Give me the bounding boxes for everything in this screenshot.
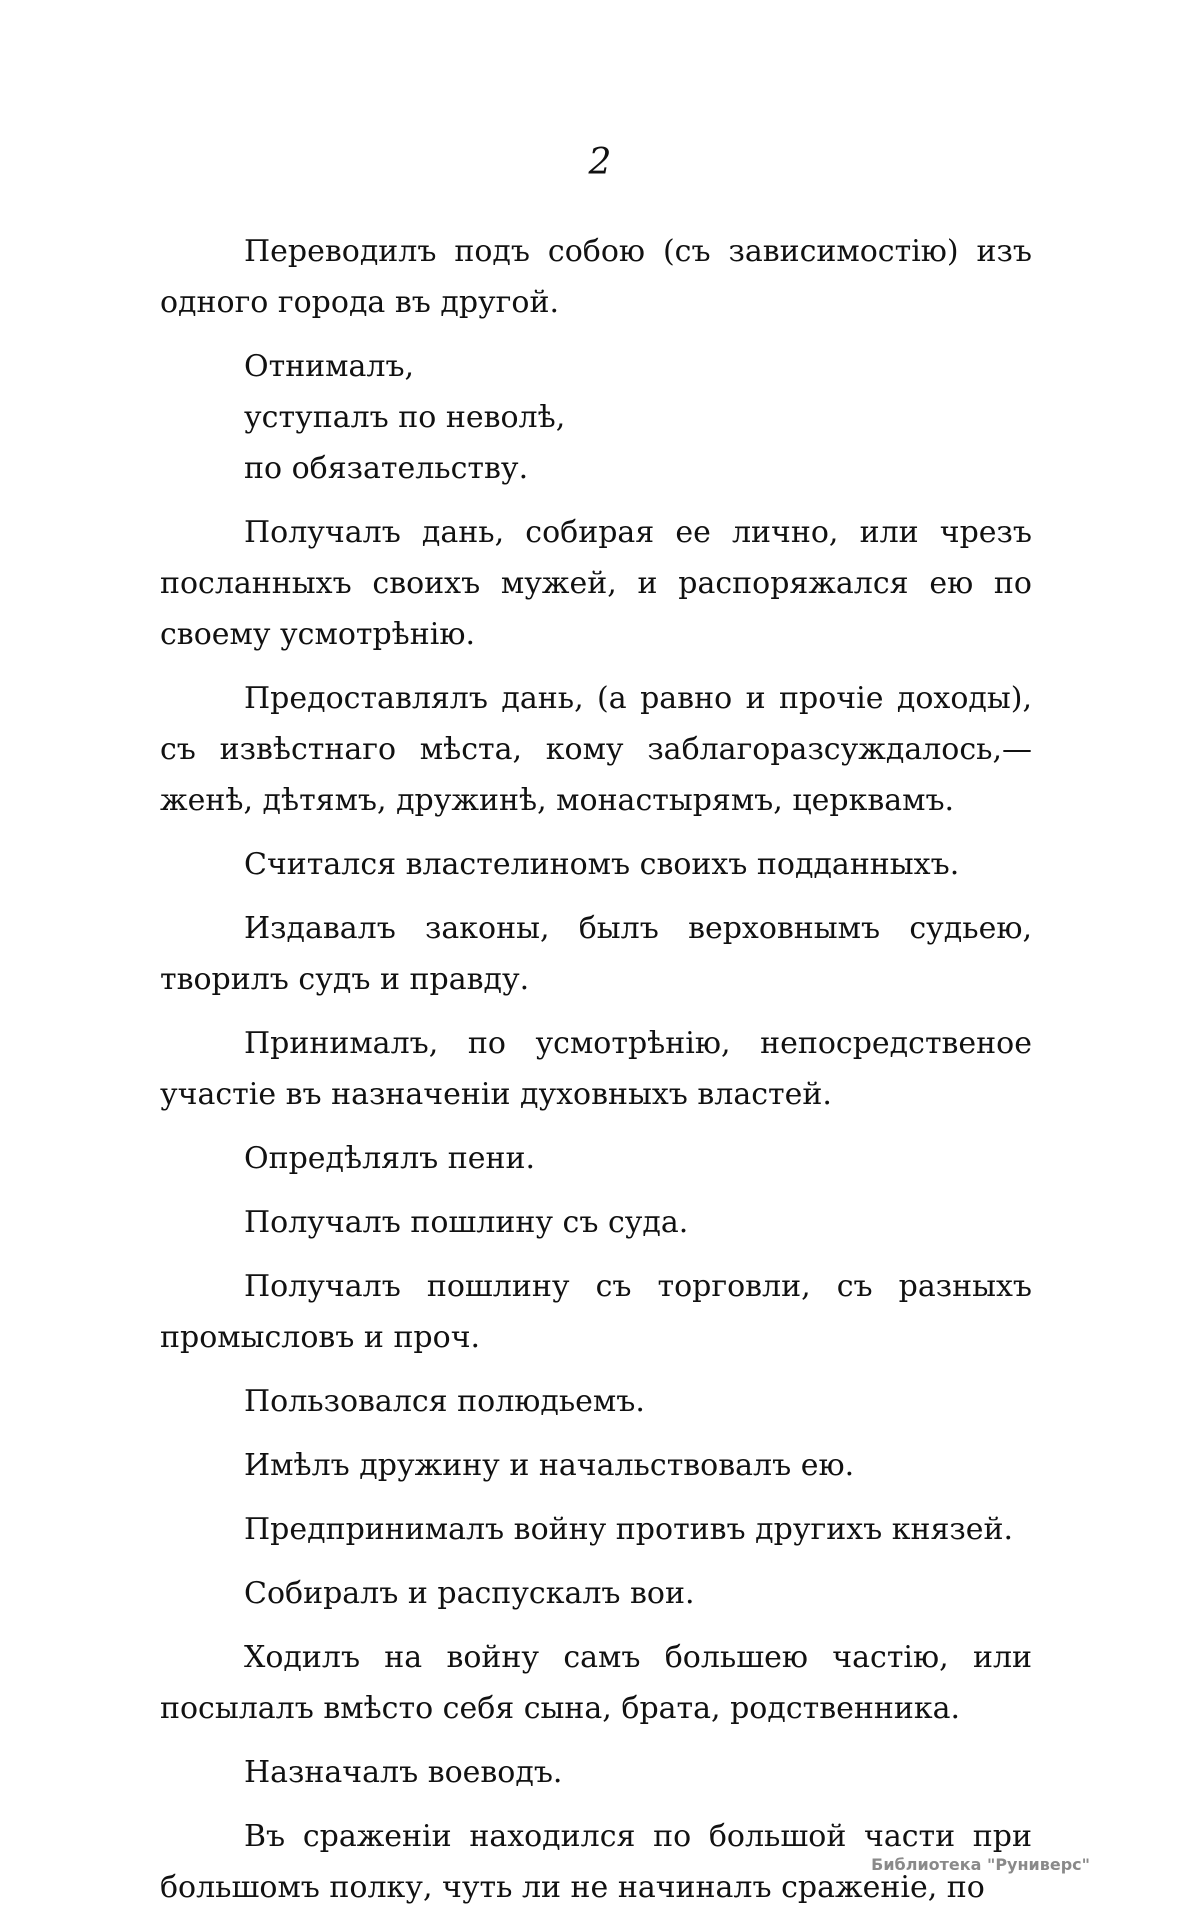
paragraph-8: Издавалъ законы, былъ верховнымъ судьею, творилъ судъ и правду. <box>160 911 1032 997</box>
paragraph-1: Переводилъ подъ собою (съ зависимостію) изъ одного города въ другой. <box>160 234 1032 320</box>
paragraph-4: по обязательству. <box>244 451 529 486</box>
paragraph-12: Получалъ пошлину съ торговли, съ разныхъ промысловъ и проч. <box>160 1269 1032 1355</box>
paragraph-17: Ходилъ на войну самъ большею частію, или посылалъ вмѣсто себя сына, брата, родственника. <box>160 1640 1032 1726</box>
paragraph-14: Имѣлъ дружину и начальствовалъ ею. <box>244 1448 855 1483</box>
paragraph-2: Отнималъ, <box>244 349 415 384</box>
paragraph-7: Считался властелиномъ своихъ подданныхъ. <box>244 847 960 882</box>
paragraph-16: Собиралъ и распускалъ вои. <box>244 1576 695 1611</box>
paragraph-6: Предоставлялъ дань, (а равно и прочіе доходы), съ извѣстнаго мѣста, кому заблагоразсуждалось,—женѣ, дѣтямъ, дружинѣ, монастырямъ, церквамъ. <box>160 681 1032 818</box>
paragraph-19: Въ сраженіи находился по большой части при большомъ полку, чуть ли не начиналъ сраженіе, по <box>160 1819 1032 1905</box>
paragraph-13: Пользовался полюдьемъ. <box>244 1384 645 1419</box>
paragraph-5: Получалъ дань, собирая ее лично, или чрезъ посланныхъ своихъ мужей, и распоряжался ею по своему усмотрѣнію. <box>160 515 1032 652</box>
paragraph-9: Принималъ, по усмотрѣнію, непосредственое участіе въ назначеніи духовныхъ властей. <box>160 1026 1032 1112</box>
paragraph-15: Предпринималъ войну противъ другихъ князей. <box>244 1512 1014 1547</box>
paragraph-3: уступалъ по неволѣ, <box>244 400 566 435</box>
page-number: 2 <box>588 142 612 183</box>
paragraph-11: Получалъ пошлину съ суда. <box>244 1205 689 1240</box>
body-text <box>160 226 1032 1926</box>
library-watermark: Библиотека "Руниверс" <box>871 1855 1090 1874</box>
paragraph-10: Опредѣлялъ пени. <box>244 1141 536 1176</box>
paragraph-18: Назначалъ воеводъ. <box>244 1755 563 1790</box>
